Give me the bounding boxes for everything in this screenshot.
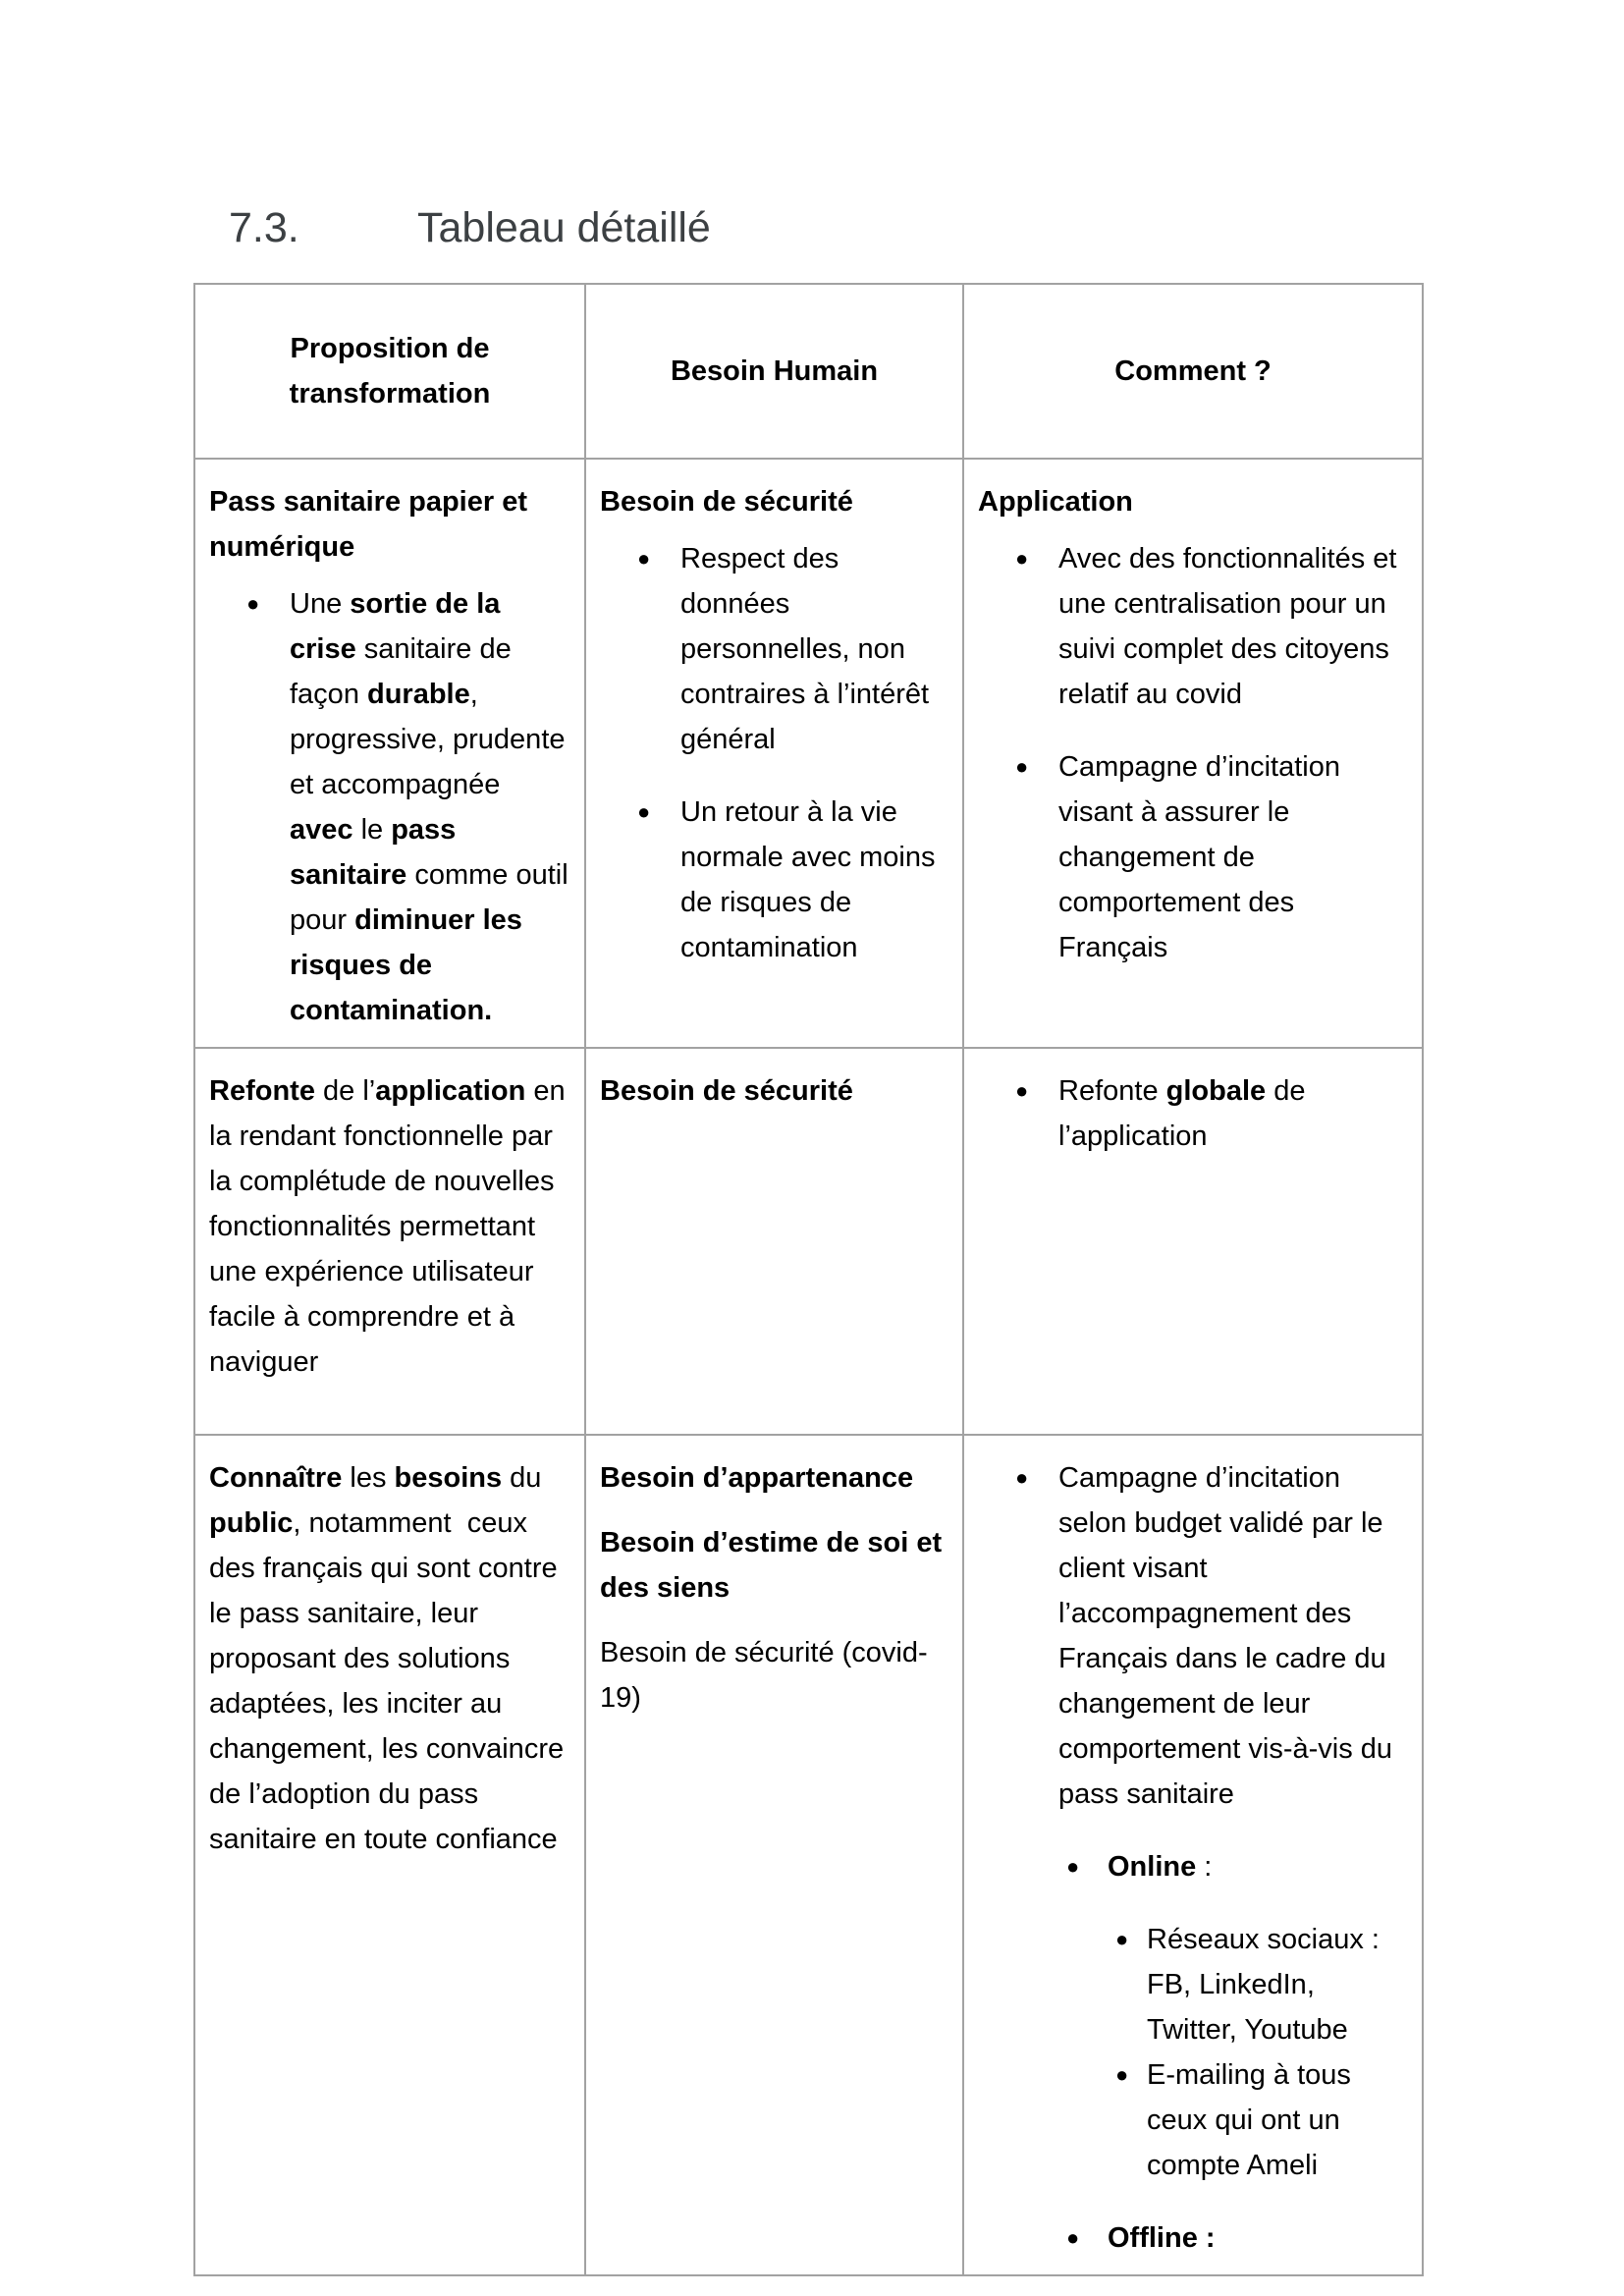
cell-r3-comment xyxy=(963,1435,1423,2275)
cell-r3-besoin xyxy=(585,1435,963,2275)
list-item-offline xyxy=(978,2215,1408,2261)
table-row xyxy=(194,1048,1423,1435)
table-header-row xyxy=(194,284,1423,459)
list-item xyxy=(600,790,948,970)
list-item-text: Campagne d’incitation visant à assurer le changement de comportement des Français xyxy=(1058,751,1349,963)
section-title-text: Tableau détaillé xyxy=(417,204,711,251)
list-item xyxy=(978,536,1408,717)
list-item-text: Online : xyxy=(1108,1851,1213,1883)
paragraph-text: Besoin de sécurité (covid-19) xyxy=(600,1637,928,1714)
bullet-icon: ● xyxy=(637,799,651,824)
bullet-icon: ● xyxy=(1066,1854,1080,1879)
table-row xyxy=(194,459,1423,1048)
bullet-icon: ● xyxy=(1115,2062,1129,2087)
list-item xyxy=(978,2052,1408,2188)
list-item-online xyxy=(978,1844,1408,1889)
list-item-text: Avec des fonctionnalités et une centralisation pour un suivi complet des citoyens relatif au covid xyxy=(1058,543,1405,710)
header-cell-besoin-humain: Besoin Humain xyxy=(585,284,963,459)
bullet-icon: ● xyxy=(1066,2225,1080,2250)
cell-heading: Pass sanitaire papier et numérique xyxy=(209,486,527,563)
cell-r2-comment xyxy=(963,1048,1423,1435)
cell-paragraph xyxy=(209,1068,573,1385)
header-cell-comment: Comment ? xyxy=(963,284,1423,459)
cell-heading: Application xyxy=(978,486,1133,518)
list-item-text: Refonte globale de l’application xyxy=(1058,1075,1314,1152)
cell-paragraph xyxy=(209,1455,570,1862)
list-item xyxy=(209,581,576,1033)
bullet-icon: ● xyxy=(246,591,260,616)
section-number: 7.3. xyxy=(229,204,299,251)
bullet-icon: ● xyxy=(1115,1927,1129,1951)
cell-heading: Besoin de sécurité xyxy=(600,486,853,518)
cell-heading: Besoin d’appartenance xyxy=(600,1462,914,1494)
header-cell-proposition: Proposition de transformation xyxy=(194,284,585,459)
cell-paragraph xyxy=(600,1630,948,1721)
cell-r1-comment xyxy=(963,459,1423,1048)
cell-r2-proposition xyxy=(194,1048,585,1435)
bullet-icon: ● xyxy=(1015,1078,1029,1103)
cell-r3-proposition xyxy=(194,1435,585,2275)
list-item-text: Campagne d’incitation selon budget validé par le client visant l’accompagnement des Français dans le cadre du changement de leur comportement vis-à-vis du pass sanitaire xyxy=(1058,1462,1401,1810)
cell-r1-besoin xyxy=(585,459,963,1048)
list-item-text: E-mailing à tous ceux qui ont un compte Ameli xyxy=(1147,2059,1359,2181)
list-item-text: Une sortie de la crise sanitaire de façon durable, progressive, prudente et accompagnée avec le pass sanitaire comme outil pour diminuer les risques de contamination. xyxy=(290,588,576,1026)
list-item xyxy=(978,1068,1408,1159)
detail-table xyxy=(193,283,1424,2276)
list-item-text: Un retour à la vie normale avec moins de risques de contamination xyxy=(680,796,944,963)
cell-r1-proposition xyxy=(194,459,585,1048)
paragraph-text: Connaître les besoins du public, notamment ceux des français qui sont contre le pass sanitaire, leur proposant des solutions adaptées, les inciter au changement, les convaincre de l’adoption du pass sanitaire en toute confiance xyxy=(209,1462,572,1855)
bullet-icon: ● xyxy=(1015,546,1029,571)
cell-heading: Besoin d’estime de soi et des siens xyxy=(600,1527,943,1604)
cell-heading: Besoin de sécurité xyxy=(600,1075,853,1107)
list-item-text: Offline : xyxy=(1108,2222,1216,2254)
list-item xyxy=(978,1455,1408,1817)
cell-r2-besoin xyxy=(585,1048,963,1435)
list-item xyxy=(600,536,948,762)
table-row xyxy=(194,1435,1423,2275)
list-item-text: Respect des données personnelles, non contraires à l’intérêt général xyxy=(680,543,938,755)
bullet-icon: ● xyxy=(1015,1465,1029,1490)
list-item-text: Réseaux sociaux : FB, LinkedIn, Twitter, Youtube xyxy=(1147,1924,1388,2046)
section-title xyxy=(229,201,711,254)
list-item xyxy=(978,744,1408,970)
list-item xyxy=(978,1917,1408,2052)
paragraph-text: Refonte de l’application en la rendant fonctionnelle par la complétude de nouvelles fonctionnalités permettant une expérience utilisateur facile à comprendre et à naviguer xyxy=(209,1075,573,1378)
bullet-icon: ● xyxy=(1015,754,1029,779)
bullet-icon: ● xyxy=(637,546,651,571)
